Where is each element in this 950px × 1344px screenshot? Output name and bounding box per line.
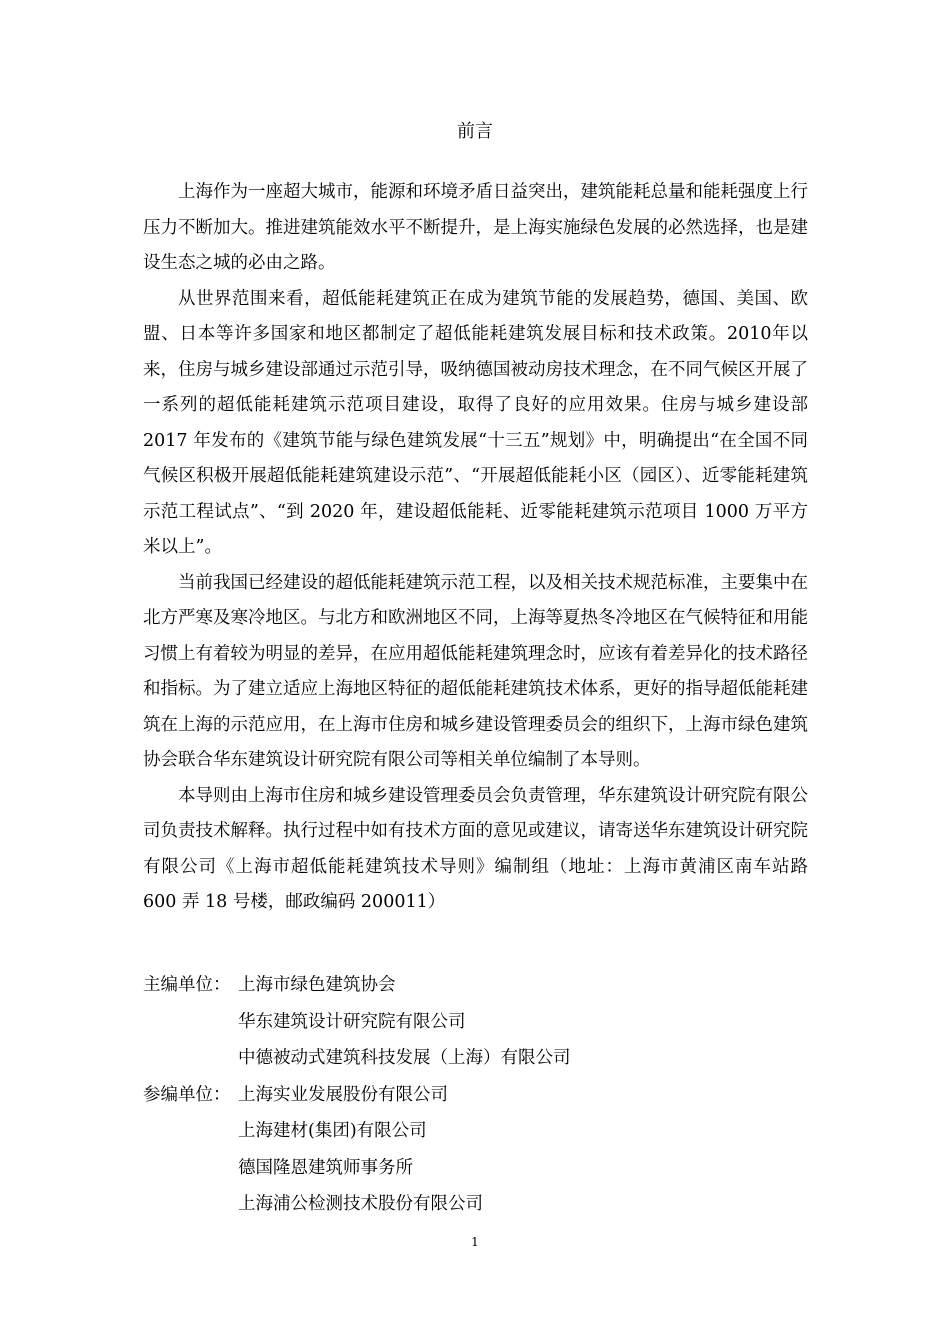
chief-editor-name: 上海市绿色建筑协会	[238, 975, 396, 995]
paragraph: 从世界范围来看，超低能耗建筑正在成为建筑节能的发展趋势，德国、美国、欧盟、日本等许多国家和地区都制定了超低能耗建筑发展目标和技术政策。2010年以来，住房与城乡建设部通过示范引导，吸纳德国被动房技术理念，在不同气候区开展了一系列的超低能耗建筑示范项目建设，取得了良好的应用效果。住房与城乡建设部 2017 年发布的《建筑节能与绿色建筑发展“十三五”规划》中，明确提出“在全国不同气候区积极开展超低能耗建筑建设示范”、“开展超低能耗小区（园区）、近零能耗建筑示范工程试点”、“到 2020 年，建设超低能耗、近零能耗建筑示范项目 1000 万平方米以上”。	[143, 288, 808, 557]
co-editor-row	[143, 1077, 808, 1114]
page-number: 1	[471, 1235, 479, 1249]
chief-editor-row	[143, 1040, 808, 1077]
editing-units	[143, 967, 808, 1223]
preface-body	[143, 175, 808, 921]
co-editor-label: 参编单位：	[143, 1084, 231, 1105]
co-editor-row	[143, 1150, 808, 1187]
chief-editor-label: 主编单位：	[143, 975, 231, 995]
co-editor-row	[143, 1113, 808, 1150]
co-editor-name: 上海建材(集团)有限公司	[238, 1121, 427, 1141]
chief-editor-name: 华东建筑设计研究院有限公司	[238, 1011, 466, 1032]
paragraph: 上海作为一座超大城市，能源和环境矛盾日益突出，建筑能耗总量和能耗强度上行压力不断加大。推进建筑能效水平不断提升，是上海实施绿色发展的必然选择，也是建设生态之城的必由之路。	[143, 182, 808, 273]
co-editor-name: 德国隆恩建筑师事务所	[238, 1157, 413, 1178]
chief-editor-name: 中德被动式建筑科技发展（上海）有限公司	[238, 1048, 571, 1068]
paragraph: 当前我国已经建设的超低能耗建筑示范工程，以及相关技术规范标准，主要集中在北方严寒及寒冷地区。与北方和欧洲地区不同，上海等夏热冬冷地区在气候特征和用能习惯上有着较为明显的差异，在应用超低能耗建筑理念时，应该有着差异化的技术路径和指标。为了建立适应上海地区特征的超低能耗建筑技术体系，更好的指导超低能耗建筑在上海的示范应用，在上海市住房和城乡建设管理委员会的组织下，上海市绿色建筑协会联合华东建筑设计研究院有限公司等相关单位编制了本导则。	[143, 572, 808, 770]
chief-editor-row	[143, 1004, 808, 1041]
chief-editor-row	[143, 967, 808, 1004]
co-editor-row	[143, 1186, 808, 1223]
paragraph: 本导则由上海市住房和城乡建设管理委员会负责管理，华东建筑设计研究院有限公司负责技术解释。执行过程中如有技术方面的意见或建议，请寄送华东建筑设计研究院有限公司《上海市超低能耗建筑技术导则》编制组（地址：上海市黄浦区南车站路 600 弄 18 号楼，邮政编码 200011）	[143, 785, 808, 912]
co-editor-name: 上海浦公检测技术股份有限公司	[238, 1194, 483, 1214]
co-editor-name: 上海实业发展股份有限公司	[238, 1084, 448, 1105]
page-title: 前言	[457, 121, 493, 142]
